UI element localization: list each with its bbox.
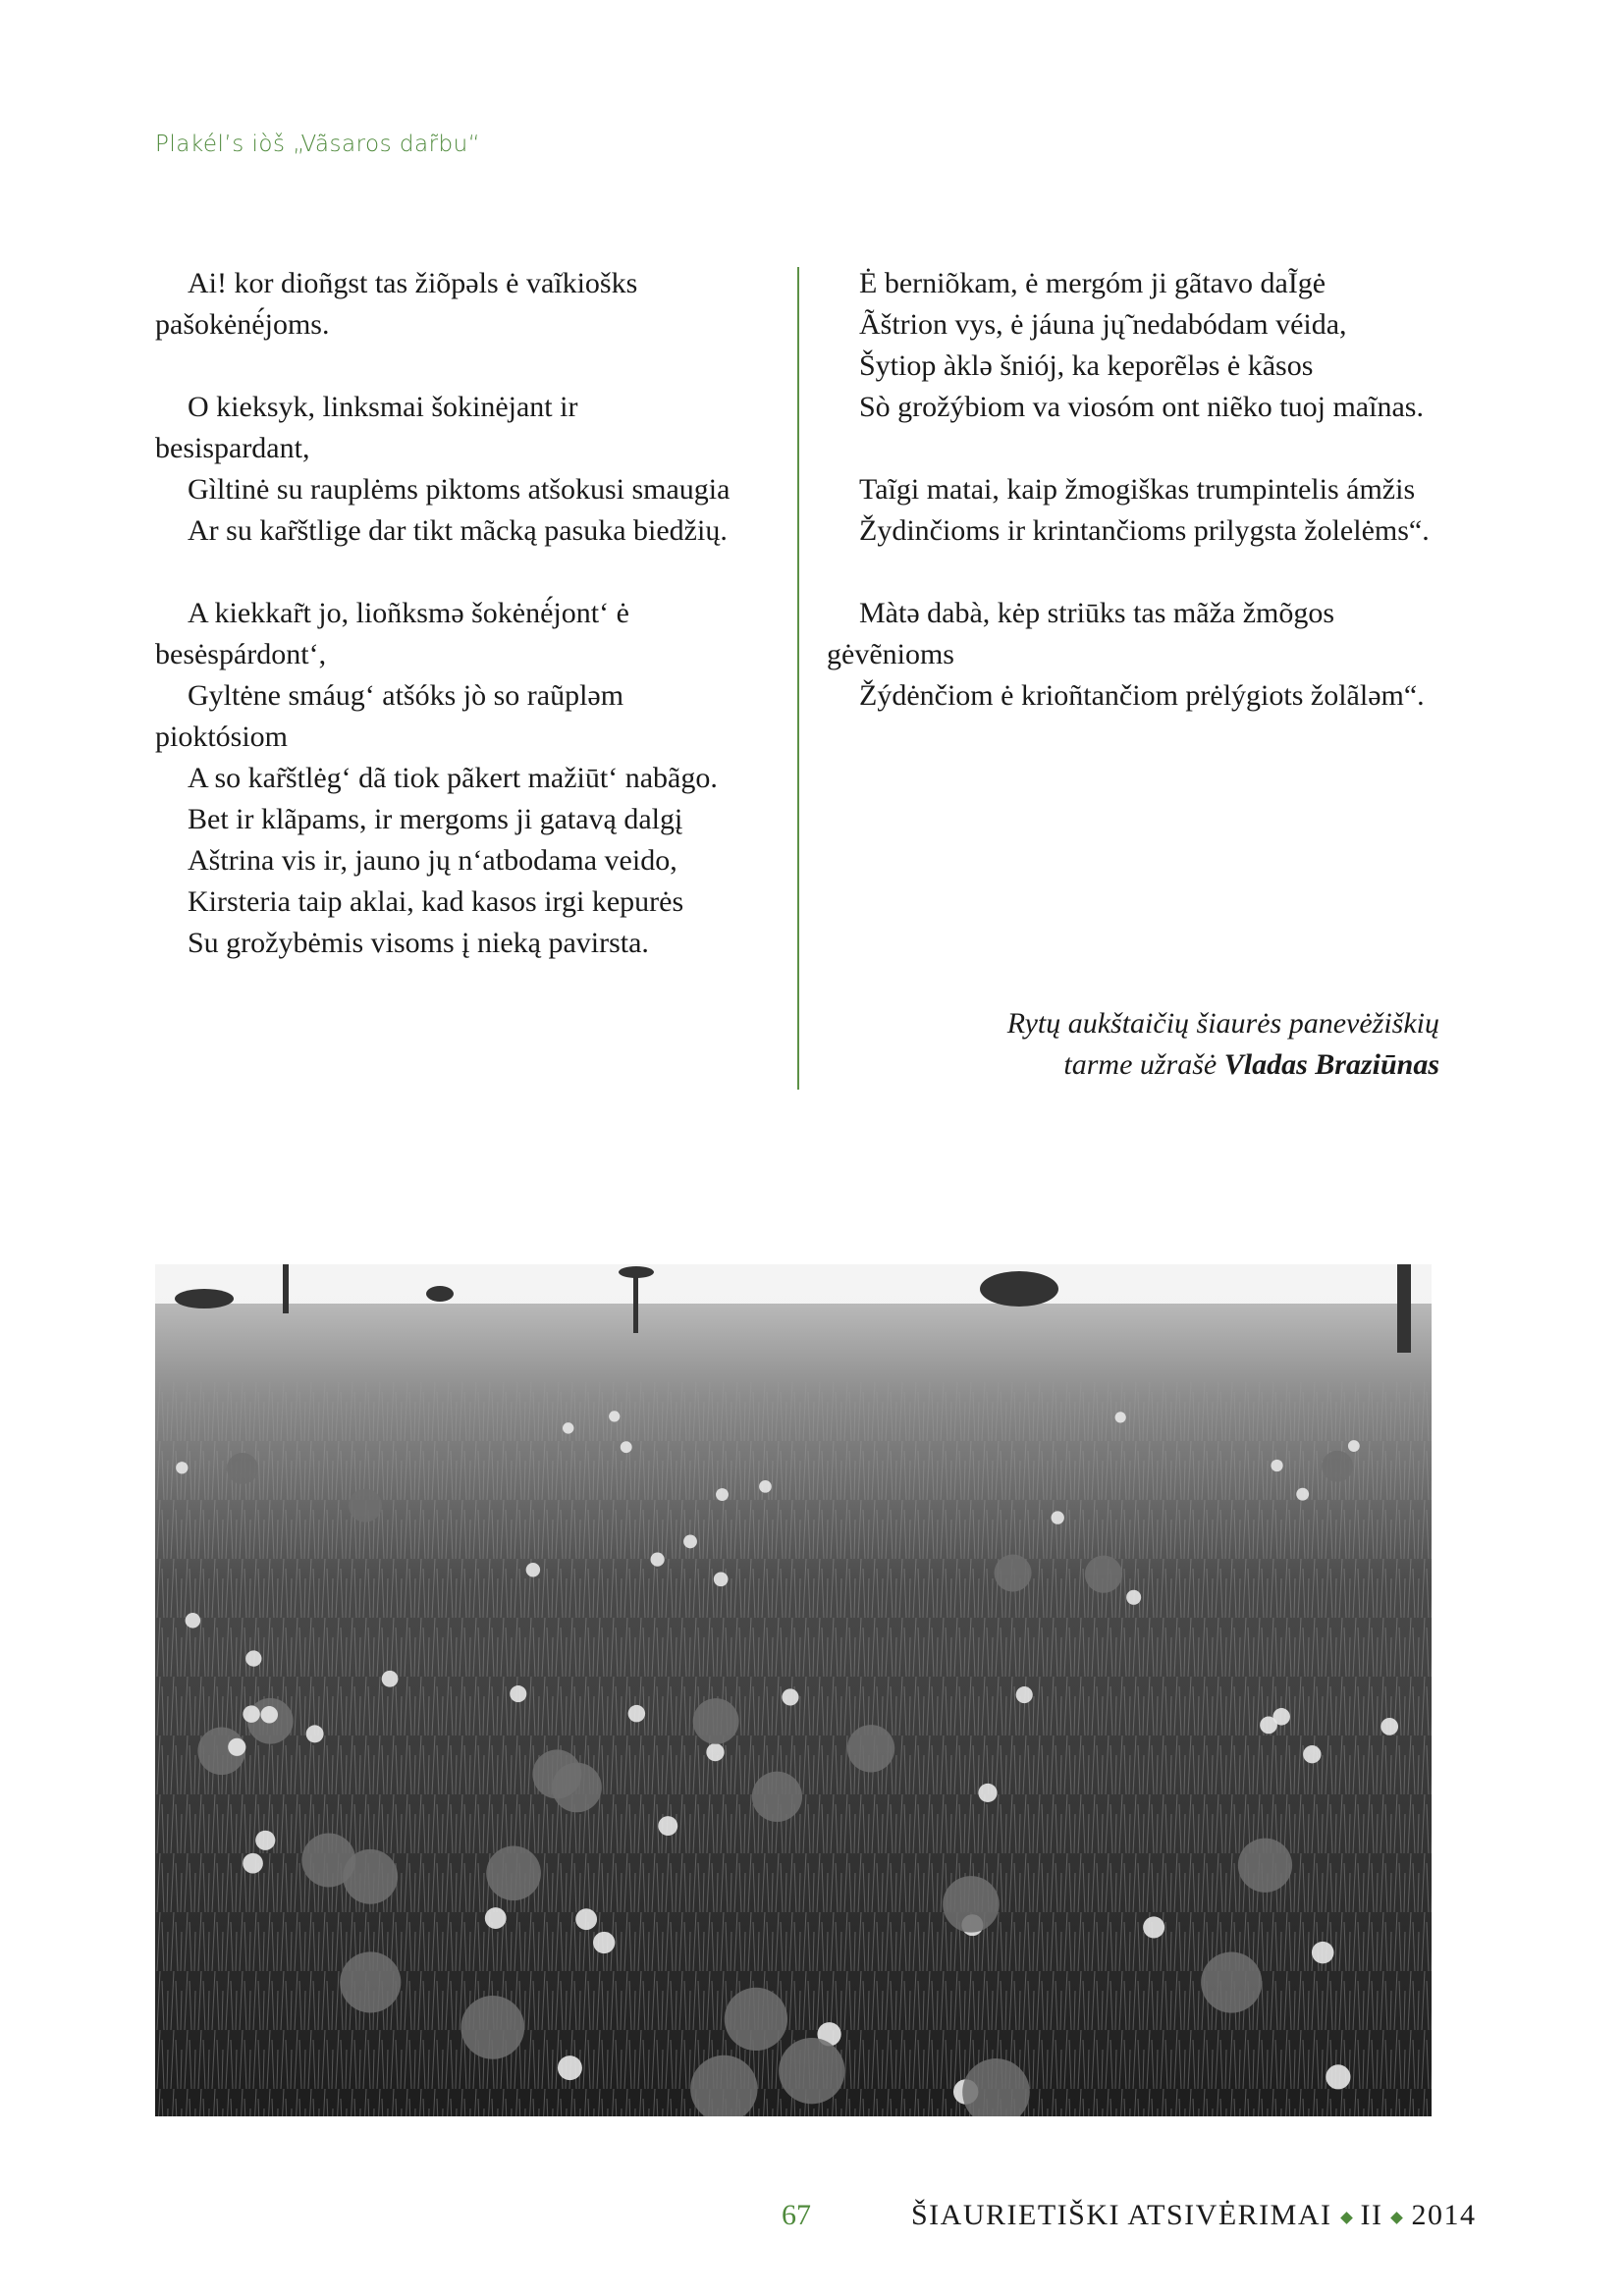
daisy: [176, 1462, 188, 1473]
poppy: [460, 1996, 524, 2059]
daisy: [1143, 1916, 1164, 1938]
stanza: [827, 263, 1455, 428]
daisy: [1052, 1511, 1064, 1523]
attribution-prefix: tarme užrašė: [1063, 1048, 1218, 1081]
verse-line: Ãštrion vys, ė jáuna jų̃ nedabódam véida,: [859, 308, 1347, 341]
verse-line: Ė berniõkam, ė mergóm ji gãtavo daĨgė: [859, 267, 1326, 299]
daisy: [526, 1563, 540, 1576]
daisy: [1271, 1460, 1282, 1471]
verse-line: Taĩgi matai, kaip žmogiškas trumpintelis ámžis: [859, 473, 1416, 506]
verse-line: Sò grožýbiom va viosóm ont niẽko tuoj maĩnas.: [859, 391, 1424, 423]
poppy: [994, 1554, 1031, 1591]
stanza: [155, 263, 736, 346]
attribution: [1007, 1003, 1439, 1086]
daisy: [978, 1784, 997, 1802]
daisy: [382, 1671, 399, 1687]
verse-line: A so kar̃štlėg‘ dã tiok pãkert mažiūt‘ nabãgo.: [188, 762, 718, 794]
verse-line: Bet ir klãpams, ir mergoms ji gatavą dalgį: [188, 803, 683, 835]
daisy: [245, 1650, 261, 1666]
running-head: Plakél’s iòš „Vãsaros dar̃bu“: [155, 132, 481, 157]
daisy: [658, 1816, 677, 1836]
poem-left-column: [155, 263, 736, 1005]
stanza: [827, 469, 1455, 552]
poppy: [779, 2038, 844, 2104]
daisy: [683, 1534, 697, 1548]
poppy: [486, 1845, 541, 1900]
journal-title: ŠIAURIETIŠKI ATSIVĖRIMAI: [911, 2199, 1332, 2231]
attribution-line-1: Rytų aukštaičių šiaurės panevėžiškių: [1006, 1007, 1439, 1040]
daisy: [714, 1572, 729, 1586]
column-divider: [797, 267, 799, 1090]
daisy: [243, 1853, 263, 1874]
verse-line: Kirsteria taip aklai, kad kasos irgi kepurės: [188, 885, 684, 918]
poppy: [1238, 1839, 1292, 1893]
daisy: [306, 1725, 324, 1742]
poppy: [752, 1772, 802, 1822]
verse-line: A kiekkar̃t jo, lioñksmə šokėnė́jont‘ ė besėspárdont‘,: [155, 597, 629, 670]
verse-line: Žydinčioms ir krintančioms prilygsta žolelėms“.: [859, 514, 1430, 547]
poppy: [1322, 1451, 1353, 1482]
daisy: [782, 1688, 798, 1705]
daisy: [261, 1706, 279, 1724]
daisy: [628, 1705, 645, 1722]
verse-line: Žýdėnčiom ė krioñtančiom prėlýgiots žolãləm“.: [859, 679, 1425, 712]
daisy: [621, 1441, 632, 1453]
author-name: Vladas Braziūnas: [1223, 1048, 1439, 1081]
daisy: [485, 1907, 507, 1929]
daisy: [1126, 1590, 1141, 1605]
verse-line: Ar su kar̃štlige dar tikt mãcką pasuka biedžių.: [188, 514, 728, 547]
poppy: [349, 1489, 382, 1522]
daisy: [1272, 1708, 1290, 1726]
daisy: [593, 1932, 615, 1953]
daisy: [243, 1705, 260, 1723]
poppy: [1201, 1951, 1262, 2012]
poppy: [847, 1725, 894, 1772]
daisy: [706, 1743, 724, 1761]
poppy: [693, 1698, 739, 1744]
daisy: [609, 1411, 620, 1421]
meadow-photo: [155, 1264, 1432, 2116]
journal-footer: [911, 2199, 1476, 2232]
daisy: [1380, 1718, 1398, 1735]
poppy: [1085, 1556, 1122, 1593]
poppy: [227, 1453, 258, 1484]
stanza: [155, 593, 736, 964]
poem-right-column: [827, 263, 1455, 758]
daisy: [558, 2056, 582, 2080]
poppy: [725, 1988, 787, 2051]
daisy: [651, 1552, 665, 1566]
verse-line: O kieksyk, linksmai šokinėjant ir besispardant,: [155, 391, 578, 464]
poppy: [532, 1749, 581, 1798]
daisy: [228, 1738, 245, 1756]
daisy: [186, 1613, 201, 1629]
daisy: [575, 1908, 597, 1930]
daisy: [510, 1685, 526, 1702]
verse-line: Gìltinė su rauplėms piktoms atšokusi smaugia: [188, 473, 731, 506]
verse-line: Ai! kor dioñgst tas žiõpəls ė vaĩkiošks pašokėnė́joms.: [155, 267, 638, 341]
daisy: [716, 1488, 729, 1501]
verse-line: Su grožybėmis visoms į nieką pavirsta.: [188, 927, 649, 959]
daisy: [1296, 1488, 1309, 1501]
daisy: [1016, 1686, 1033, 1703]
poppy: [343, 1849, 398, 1904]
verse-line: Màtə dabà, kėp striūks tas mãža žmõgos gėvẽnioms: [827, 597, 1335, 670]
issue-number: II: [1360, 2199, 1383, 2231]
stanza: [827, 593, 1455, 717]
daisy: [1326, 2064, 1350, 2089]
daisy: [1312, 1942, 1334, 1964]
daisy: [1348, 1440, 1360, 1452]
year: 2014: [1411, 2199, 1477, 2231]
daisy: [1303, 1745, 1321, 1763]
stanza: [155, 387, 736, 552]
diamond-icon: [1391, 2212, 1404, 2224]
daisy: [1115, 1412, 1126, 1422]
attribution-line-2: [1007, 1044, 1439, 1086]
poppy: [943, 1876, 1000, 1933]
daisy: [759, 1480, 772, 1493]
poppy: [340, 1951, 401, 2012]
verse-line: Gyltėne smáug‘ atšóks jò so raũpləm pioktósiom: [155, 679, 624, 753]
verse-line: Aštrina vis ir, jauno jų n‘atbodama veido,: [188, 844, 677, 877]
daisy: [255, 1831, 275, 1850]
verse-line: Šytiop àklə šniój, ka keporẽləs ė kãsos: [859, 349, 1314, 382]
diamond-icon: [1340, 2212, 1353, 2224]
page-number: 67: [782, 2199, 811, 2231]
daisy: [563, 1422, 573, 1433]
